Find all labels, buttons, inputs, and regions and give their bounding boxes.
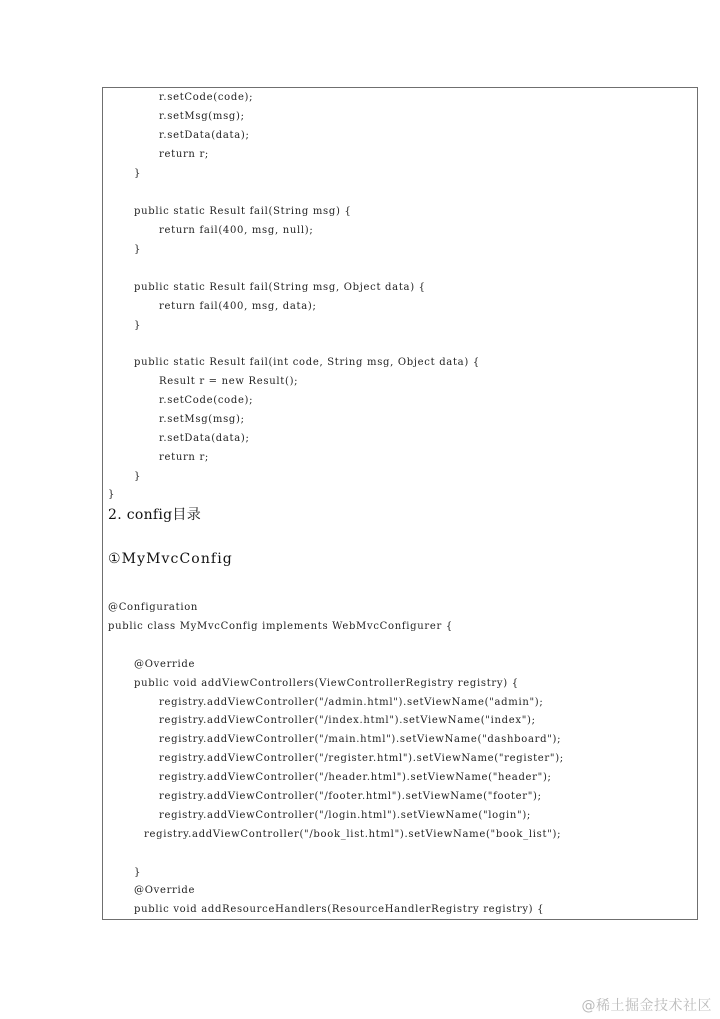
- code-line: @Configuration: [108, 602, 199, 613]
- code-line: registry.addViewController("/register.html").setViewName("register");: [159, 753, 564, 764]
- code-line: public void addResourceHandlers(ResourceHandlerRegistry registry) {: [134, 904, 545, 915]
- code-line: public static Result fail(int code, String msg, Object data) {: [134, 357, 480, 368]
- code-line: public static Result fail(String msg) {: [134, 206, 352, 217]
- code-line: }: [134, 471, 142, 482]
- code-line: r.setCode(code);: [159, 92, 254, 103]
- code-line: public class MyMvcConfig implements WebMvcConfigurer {: [108, 621, 453, 632]
- code-line: registry.addViewController("/login.html").setViewName("login");: [159, 810, 532, 821]
- code-line: r.setData(data);: [159, 433, 250, 444]
- code-line: return r;: [159, 452, 210, 463]
- code-line: registry.addViewController("/header.html").setViewName("header");: [159, 772, 552, 783]
- code-line: public void addViewControllers(ViewControllerRegistry registry) {: [134, 678, 519, 689]
- code-line: registry.addViewController("/index.html").setViewName("index");: [159, 715, 536, 726]
- code-line: }: [108, 489, 116, 500]
- code-line: }: [134, 168, 142, 179]
- code-line: return fail(400, msg, null);: [159, 225, 314, 236]
- section-heading: 2. config目录: [108, 507, 202, 523]
- code-line: r.setMsg(msg);: [159, 414, 245, 425]
- code-line: registry.addViewController("/footer.html").setViewName("footer");: [159, 791, 542, 802]
- code-line: public static Result fail(String msg, Object data) {: [134, 282, 426, 293]
- code-line: return fail(400, msg, data);: [159, 301, 317, 312]
- code-line: return r;: [159, 149, 210, 160]
- watermark: @稀土掘金技术社区: [581, 998, 712, 1014]
- code-line: registry.addViewController("/book_list.html").setViewName("book_list");: [144, 829, 562, 840]
- code-line: r.setData(data);: [159, 130, 250, 141]
- code-line: @Override: [134, 885, 196, 896]
- code-line: registry.addViewController("/admin.html").setViewName("admin");: [159, 697, 544, 708]
- code-line: r.setMsg(msg);: [159, 111, 245, 122]
- code-line: registry.addViewController("/main.html").setViewName("dashboard");: [159, 734, 562, 745]
- code-line: @Override: [134, 659, 196, 670]
- code-line: Result r = new Result();: [159, 376, 299, 387]
- code-line: }: [134, 867, 142, 878]
- code-line: }: [134, 244, 142, 255]
- subsection-heading: ①MyMvcConfig: [108, 551, 233, 567]
- code-line: }: [134, 320, 142, 331]
- code-line: r.setCode(code);: [159, 395, 254, 406]
